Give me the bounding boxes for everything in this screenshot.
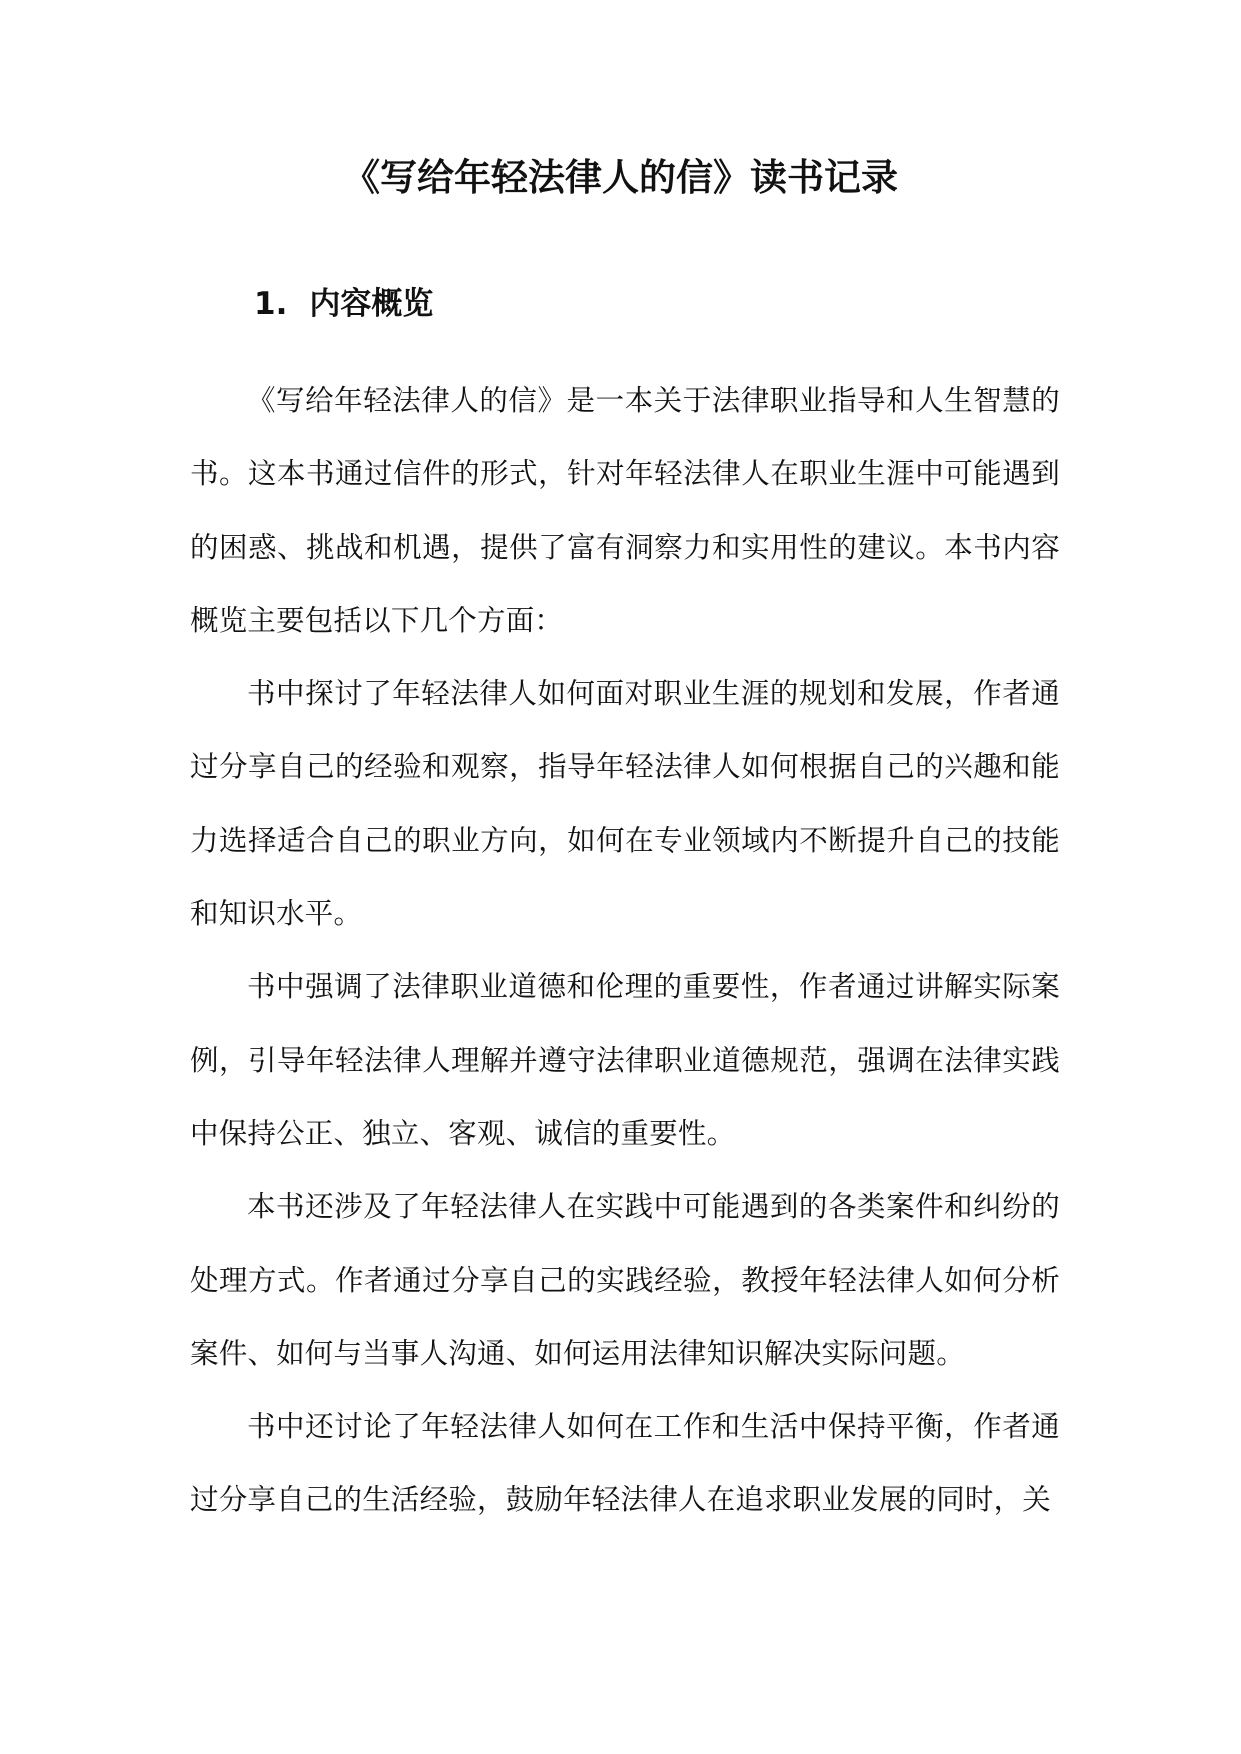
section-heading [254, 280, 433, 328]
paragraph: 书中还讨论了年轻法律人如何在工作和生活中保持平衡，作者通过分享自己的生活经验，鼓励年轻法律人在追求职业发展的同时，关 [190, 1410, 1060, 1517]
document-title: 《写给年轻法律人的信》读书记录 [343, 156, 898, 199]
document-body [190, 364, 1060, 1537]
section-title: 内容概览 [309, 286, 434, 322]
paragraph: 本书还涉及了年轻法律人在实践中可能遇到的各类案件和纠纷的处理方式。作者通过分享自己的实践经验，教授年轻法律人如何分析案件、如何与当事人沟通、如何运用法律知识解决实际问题。 [190, 1190, 1060, 1370]
paragraph: 《写给年轻法律人的信》是一本关于法律职业指导和人生智慧的书。这本书通过信件的形式，针对年轻法律人在职业生涯中可能遇到的困惑、挑战和机遇，提供了富有洞察力和实用性的建议。本书内容概览主要包括以下几个方面： [190, 384, 1060, 637]
paragraph: 书中探讨了年轻法律人如何面对职业生涯的规划和发展，作者通过分享自己的经验和观察，指导年轻法律人如何根据自己的兴趣和能力选择适合自己的职业方向，如何在专业领域内不断提升自己的技能和知识水平。 [190, 677, 1060, 931]
paragraph: 书中强调了法律职业道德和伦理的重要性，作者通过讲解实际案例，引导年轻法律人理解并遵守法律职业道德规范，强调在法律实践中保持公正、独立、客观、诚信的重要性。 [190, 970, 1060, 1150]
section-number: 1. [254, 286, 288, 322]
